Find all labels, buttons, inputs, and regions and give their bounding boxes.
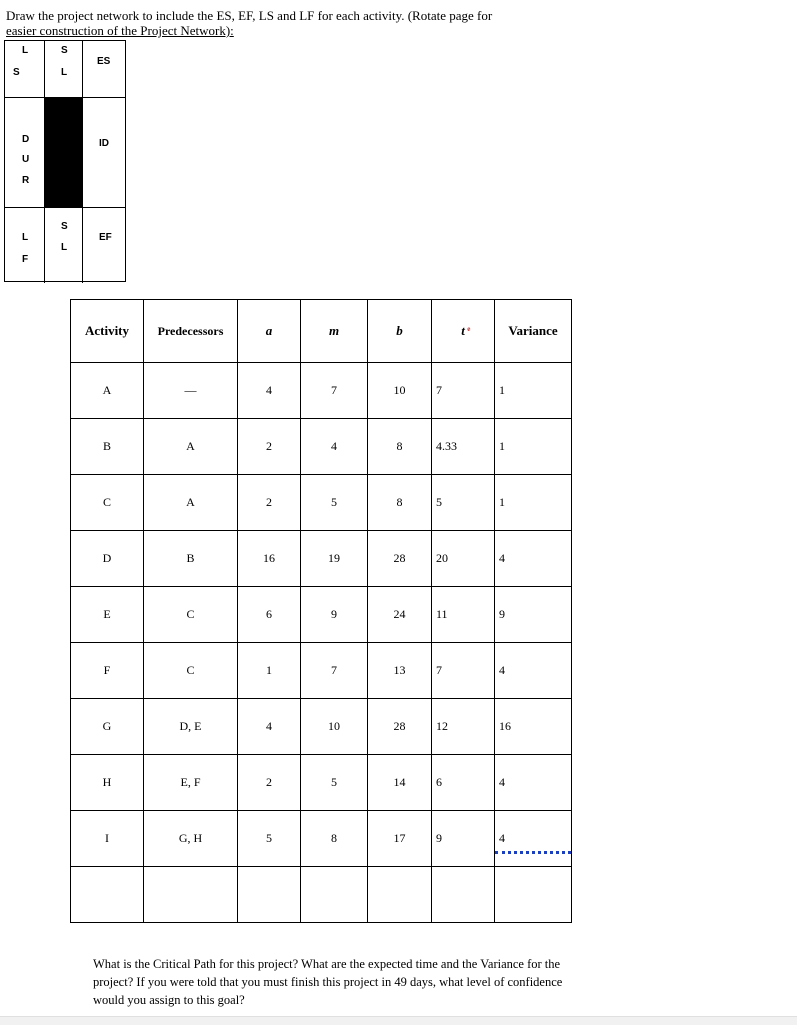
cell-te: 7 — [432, 643, 495, 699]
cell-a: 16 — [238, 531, 301, 587]
table-row-empty — [71, 867, 572, 923]
cell-empty[interactable] — [432, 867, 495, 923]
cell-te: 5 — [432, 475, 495, 531]
table-row — [71, 531, 572, 587]
cell-b: 28 — [368, 699, 432, 755]
cell-activity: B — [71, 419, 144, 475]
header-te-t: t — [461, 323, 465, 338]
legend-row-bottom — [5, 208, 125, 283]
table-row — [71, 587, 572, 643]
legend-dur-d: D — [22, 134, 30, 145]
legend-sl2-cell — [45, 208, 83, 283]
header-a: a — [238, 300, 301, 363]
header-b: b — [368, 300, 432, 363]
cell-a: 2 — [238, 475, 301, 531]
legend-sl2-s: S — [61, 221, 68, 232]
cell-activity: F — [71, 643, 144, 699]
cell-empty[interactable] — [495, 867, 572, 923]
cell-predecessors: A — [144, 419, 238, 475]
table-row — [71, 363, 572, 419]
cell-b: 8 — [368, 475, 432, 531]
cell-activity: C — [71, 475, 144, 531]
cell-predecessors: D, E — [144, 699, 238, 755]
table-row — [71, 755, 572, 811]
table-row — [71, 811, 572, 867]
legend-ef-cell — [83, 208, 125, 283]
cell-predecessors: E, F — [144, 755, 238, 811]
cell-predecessors: C — [144, 643, 238, 699]
cell-activity: E — [71, 587, 144, 643]
legend-ls-cell — [5, 41, 45, 97]
header-activity: Activity — [71, 300, 144, 363]
cell-variance: 4 — [495, 643, 572, 699]
cell-te: 12 — [432, 699, 495, 755]
legend-row-top — [5, 41, 125, 98]
cell-predecessors: B — [144, 531, 238, 587]
cell-predecessors: A — [144, 475, 238, 531]
cell-variance: 4 — [499, 831, 505, 845]
cell-a: 4 — [238, 363, 301, 419]
cell-empty[interactable] — [301, 867, 368, 923]
cell-a: 5 — [238, 811, 301, 867]
legend-sl-s: S — [61, 45, 68, 56]
cell-activity: A — [71, 363, 144, 419]
cell-variance: 1 — [495, 419, 572, 475]
cell-te: 7 — [432, 363, 495, 419]
cell-predecessors: G, H — [144, 811, 238, 867]
cell-m: 7 — [301, 363, 368, 419]
cell-a: 2 — [238, 755, 301, 811]
cell-m: 9 — [301, 587, 368, 643]
cell-empty[interactable] — [238, 867, 301, 923]
cell-m: 19 — [301, 531, 368, 587]
node-legend — [4, 40, 126, 282]
instructions — [6, 8, 566, 38]
legend-sl2-l: L — [61, 242, 68, 253]
legend-lf-l: L — [22, 232, 29, 243]
cell-a: 6 — [238, 587, 301, 643]
legend-ls-s: S — [13, 67, 20, 78]
legend-dur-cell — [5, 98, 45, 207]
cell-variance: 9 — [495, 587, 572, 643]
instructions-line-1: Draw the project network to include the ES, EF, LS and LF for each activity. (Rotate page for — [6, 8, 493, 23]
cell-a: 2 — [238, 419, 301, 475]
cell-variance: 4 — [495, 531, 572, 587]
table-row — [71, 475, 572, 531]
cell-b: 13 — [368, 643, 432, 699]
cell-m: 8 — [301, 811, 368, 867]
cell-b: 24 — [368, 587, 432, 643]
legend-dur-r: R — [22, 175, 30, 186]
dotted-underline — [495, 851, 571, 854]
cell-variance-last — [495, 811, 572, 867]
activity-table — [70, 299, 572, 923]
legend-dur-u: U — [22, 154, 30, 165]
table-row — [71, 643, 572, 699]
table-row — [71, 699, 572, 755]
legend-es-cell — [83, 41, 125, 97]
cell-activity: D — [71, 531, 144, 587]
cell-m: 5 — [301, 755, 368, 811]
cell-te: 11 — [432, 587, 495, 643]
cell-b: 17 — [368, 811, 432, 867]
legend-lf-cell — [5, 208, 45, 283]
header-te-sub: e — [467, 325, 471, 333]
cell-a: 1 — [238, 643, 301, 699]
table-header-row — [71, 300, 572, 363]
cell-activity: H — [71, 755, 144, 811]
cell-m: 4 — [301, 419, 368, 475]
cell-empty[interactable] — [144, 867, 238, 923]
header-predecessors: Predecessors — [144, 300, 238, 363]
cell-b: 10 — [368, 363, 432, 419]
cell-variance: 16 — [495, 699, 572, 755]
cell-m: 7 — [301, 643, 368, 699]
cell-predecessors: — — [144, 363, 238, 419]
cell-te: 4.33 — [432, 419, 495, 475]
cell-activity: I — [71, 811, 144, 867]
cell-a: 4 — [238, 699, 301, 755]
legend-ef: EF — [99, 232, 112, 243]
cell-te: 6 — [432, 755, 495, 811]
cell-m: 10 — [301, 699, 368, 755]
cell-predecessors: C — [144, 587, 238, 643]
header-m: m — [301, 300, 368, 363]
legend-id: ID — [99, 138, 109, 149]
legend-row-middle — [5, 98, 125, 208]
instructions-line-2: easier construction of the Project Network): — [6, 23, 234, 38]
header-variance: Variance — [495, 300, 572, 363]
cell-variance: 4 — [495, 755, 572, 811]
cell-te: 20 — [432, 531, 495, 587]
legend-lf-f: F — [22, 254, 29, 265]
cell-b: 8 — [368, 419, 432, 475]
cell-te: 9 — [432, 811, 495, 867]
header-te — [432, 300, 495, 363]
legend-id-cell — [83, 98, 125, 207]
cell-b: 14 — [368, 755, 432, 811]
legend-ls-l: L — [22, 45, 29, 56]
cell-empty[interactable] — [71, 867, 144, 923]
cell-activity: G — [71, 699, 144, 755]
legend-black-cell — [45, 98, 83, 207]
cell-variance: 1 — [495, 363, 572, 419]
cell-b: 28 — [368, 531, 432, 587]
question-text: What is the Critical Path for this project? What are the expected time and the Variance for the project? If you were told that you must finish this project in 49 days, what level of confidence would you assign to this goal? — [93, 957, 563, 1007]
legend-es: ES — [97, 56, 111, 67]
table-row — [71, 419, 572, 475]
cell-variance: 1 — [495, 475, 572, 531]
cell-empty[interactable] — [368, 867, 432, 923]
legend-sl-l: L — [61, 67, 68, 78]
cell-m: 5 — [301, 475, 368, 531]
legend-sl-cell — [45, 41, 83, 97]
